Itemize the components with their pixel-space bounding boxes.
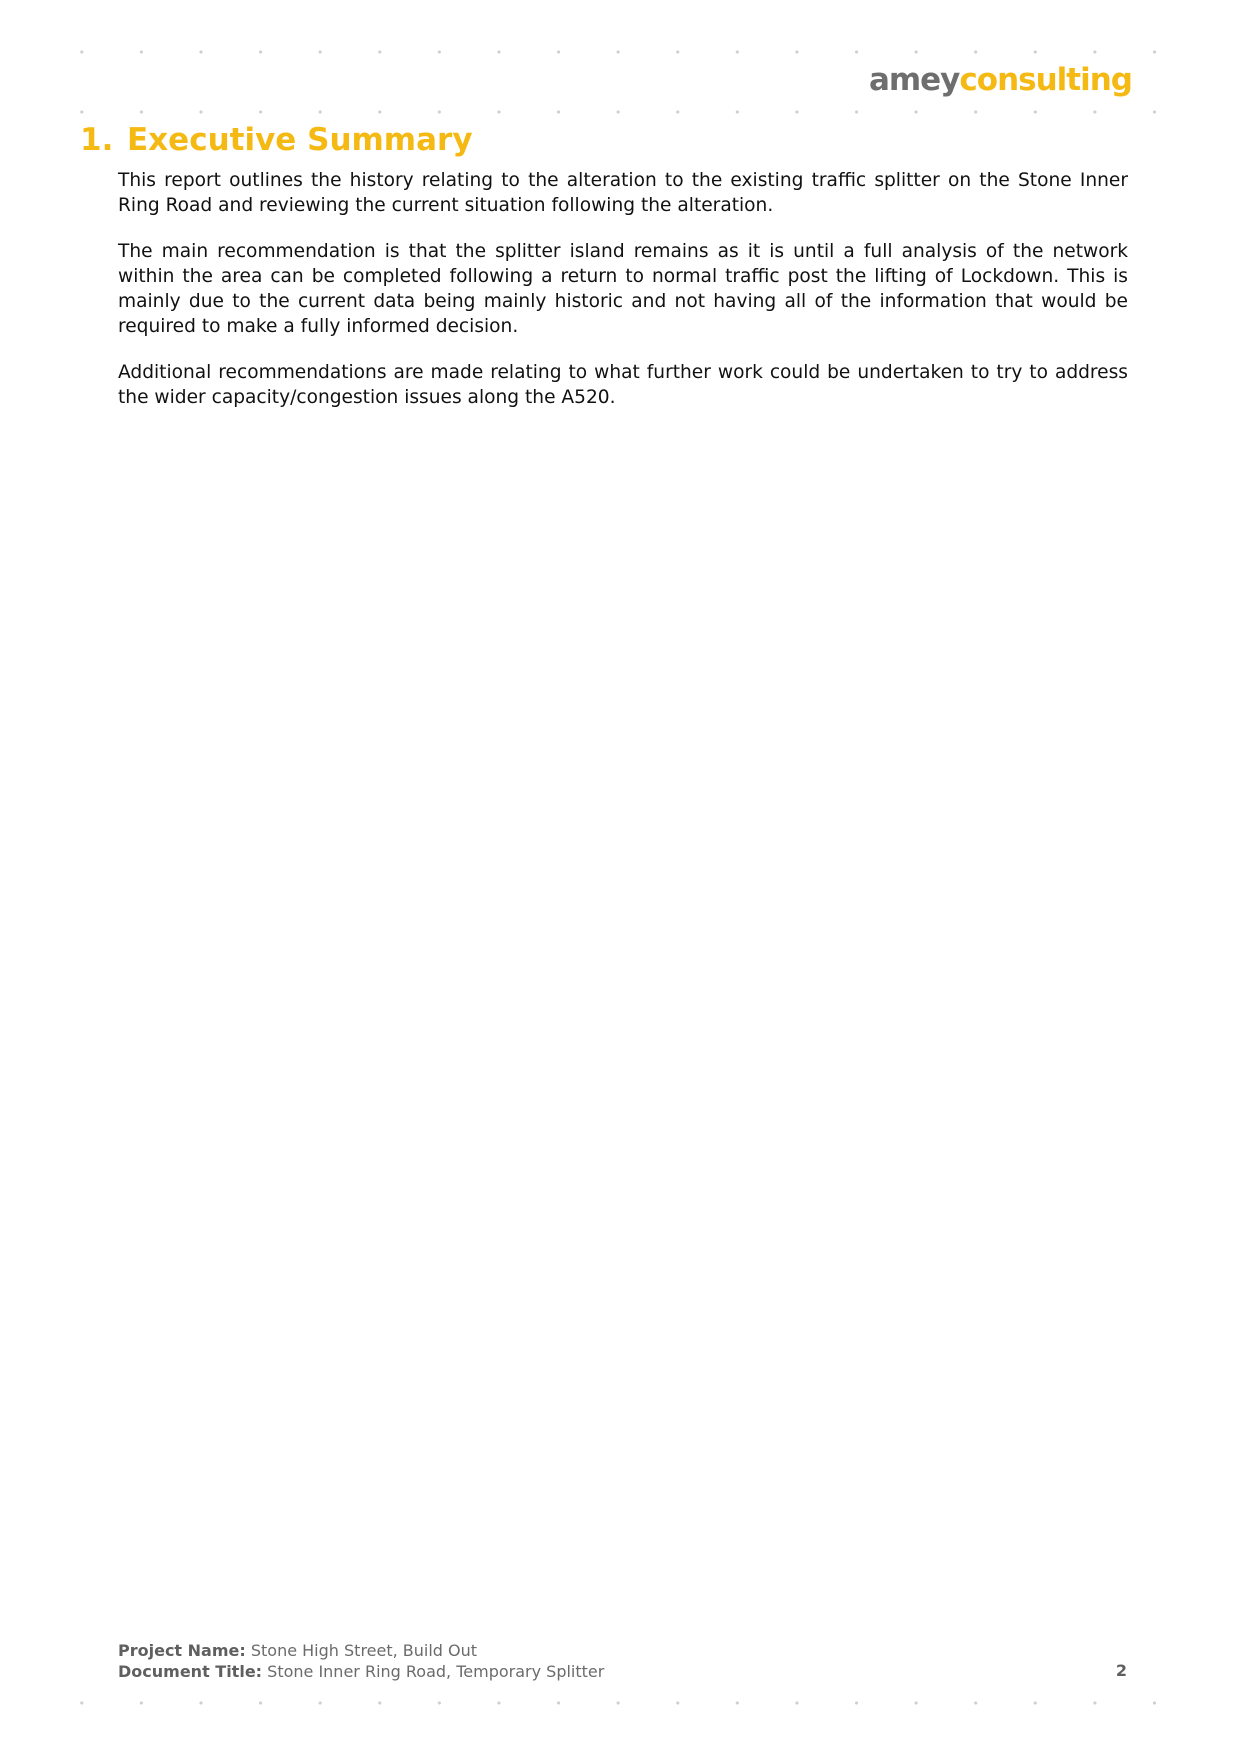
section-body [118, 168, 1128, 431]
document-title-label: Document Title: [118, 1662, 263, 1681]
document-title-value: Stone Inner Ring Road, Temporary Splitter [267, 1662, 605, 1681]
paragraph-main-recommendation: The main recommendation is that the splitter island remains as it is until a full analysis of the network within the area can be completed following a return to normal traffic post the lifting of Lockdown. This is mainly due to the current data being mainly historic and not having all of the information that would be required to make a fully informed decision. [118, 241, 1128, 337]
top-dot-divider [52, 50, 1192, 54]
section-number: 1. [80, 122, 114, 158]
amey-consulting-logo [869, 60, 1132, 100]
project-name-value: Stone High Street, Build Out [250, 1641, 478, 1660]
project-name-label: Project Name: [118, 1641, 246, 1660]
page-number: 2 [1115, 1661, 1127, 1680]
page-footer [118, 1640, 1128, 1682]
paragraph-intro: This report outlines the history relating to the alteration to the existing traffic splitter on the Stone Inner Ring Road and reviewing the current situation following the alteration. [118, 170, 1128, 216]
section-title: Executive Summary [127, 122, 473, 158]
footer-document-line [118, 1661, 1128, 1682]
footer-project-line [118, 1640, 1128, 1661]
section-heading [80, 118, 473, 162]
header-dot-divider [52, 110, 1192, 114]
footer-dot-divider [52, 1701, 1192, 1705]
paragraph-additional-recommendations: Additional recommendations are made relating to what further work could be undertaken to try to address the wider capacity/congestion issues along the A520. [118, 362, 1128, 408]
logo-amey-text: amey [868, 62, 960, 98]
logo-consulting-text: consulting [959, 62, 1132, 98]
